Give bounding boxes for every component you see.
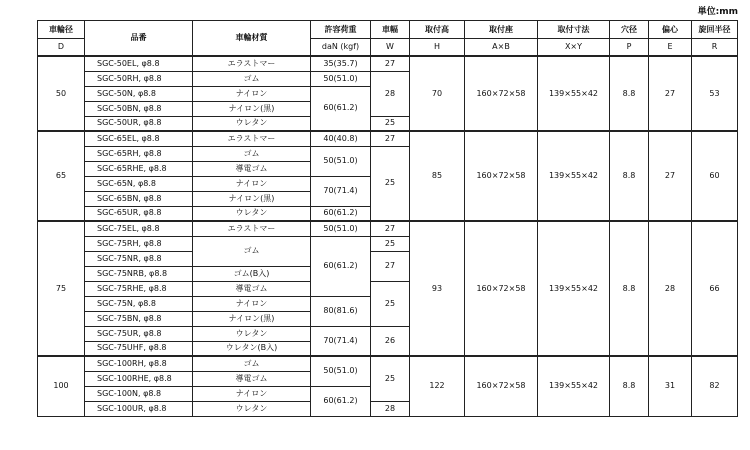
- material-cell: エラストマー: [193, 56, 311, 71]
- header-height: 取付高: [410, 21, 465, 39]
- load-cell: 80(81.6): [311, 296, 371, 326]
- header-load-unit: daN (kgf): [311, 39, 371, 57]
- model-cell: SGC-75BN, φ8.8: [85, 311, 193, 326]
- load-cell: 50(51.0): [311, 356, 371, 386]
- plate-cell: 160×72×58: [465, 221, 538, 356]
- material-cell: ウレタン(B入): [193, 341, 311, 356]
- material-cell: ナイロン(黒): [193, 311, 311, 326]
- table-row: [38, 131, 738, 146]
- width-cell: 28: [371, 71, 410, 116]
- plate-cell: 160×72×58: [465, 356, 538, 416]
- material-cell: ナイロン: [193, 296, 311, 311]
- material-cell: ウレタン: [193, 401, 311, 416]
- header-hole-symbol: P: [610, 39, 649, 57]
- header-load: 許容荷重: [311, 21, 371, 39]
- model-cell: SGC-75RHE, φ8.8: [85, 281, 193, 296]
- plate-cell: 160×72×58: [465, 131, 538, 221]
- model-cell: SGC-65UR, φ8.8: [85, 206, 193, 221]
- model-cell: SGC-65EL, φ8.8: [85, 131, 193, 146]
- offset-cell: 31: [649, 356, 692, 416]
- model-cell: SGC-65N, φ8.8: [85, 176, 193, 191]
- header-width-symbol: W: [371, 39, 410, 57]
- header-mount-symbol: X×Y: [538, 39, 610, 57]
- model-cell: SGC-50N, φ8.8: [85, 86, 193, 101]
- header-hole: 穴径: [610, 21, 649, 39]
- diameter-cell: 65: [38, 131, 85, 221]
- model-cell: SGC-100N, φ8.8: [85, 386, 193, 401]
- hole-cell: 8.8: [610, 221, 649, 356]
- header-plate-symbol: A×B: [465, 39, 538, 57]
- radius-cell: 53: [692, 56, 738, 131]
- radius-cell: 66: [692, 221, 738, 356]
- model-cell: SGC-100UR, φ8.8: [85, 401, 193, 416]
- material-cell: ナイロン(黒): [193, 191, 311, 206]
- header-mount: 取付寸法: [538, 21, 610, 39]
- model-cell: SGC-65RHE, φ8.8: [85, 161, 193, 176]
- model-cell: SGC-50BN, φ8.8: [85, 101, 193, 116]
- model-cell: SGC-50UR, φ8.8: [85, 116, 193, 131]
- load-cell: 40(40.8): [311, 131, 371, 146]
- offset-cell: 28: [649, 221, 692, 356]
- header-radius: 旋回半径: [692, 21, 738, 39]
- unit-label: 単位:mm: [697, 7, 738, 17]
- hole-cell: 8.8: [610, 356, 649, 416]
- width-cell: 27: [371, 251, 410, 281]
- hole-cell: 8.8: [610, 56, 649, 131]
- load-cell: 70(71.4): [311, 176, 371, 206]
- diameter-cell: 75: [38, 221, 85, 356]
- material-cell: ナイロン: [193, 386, 311, 401]
- radius-cell: 82: [692, 356, 738, 416]
- width-cell: 25: [371, 236, 410, 251]
- header-plate: 取付座: [465, 21, 538, 39]
- header-height-symbol: H: [410, 39, 465, 57]
- mount-cell: 139×55×42: [538, 131, 610, 221]
- material-cell: ナイロン: [193, 176, 311, 191]
- header-width: 車幅: [371, 21, 410, 39]
- material-cell: ウレタン: [193, 206, 311, 221]
- table-row: [38, 356, 738, 371]
- header-diameter: 車輪径: [38, 21, 85, 39]
- model-cell: SGC-100RHE, φ8.8: [85, 371, 193, 386]
- load-cell: 50(51.0): [311, 221, 371, 236]
- model-cell: SGC-75UHF, φ8.8: [85, 341, 193, 356]
- diameter-cell: 100: [38, 356, 85, 416]
- load-cell: 70(71.4): [311, 326, 371, 356]
- load-cell: 50(51.0): [311, 146, 371, 176]
- model-cell: SGC-65RH, φ8.8: [85, 146, 193, 161]
- header-material: 車輪材質: [193, 21, 311, 57]
- material-cell: ナイロン: [193, 86, 311, 101]
- mount-cell: 139×55×42: [538, 56, 610, 131]
- table-row: [38, 56, 738, 71]
- model-cell: SGC-75UR, φ8.8: [85, 326, 193, 341]
- load-cell: 60(61.2): [311, 206, 371, 221]
- load-cell: 60(61.2): [311, 386, 371, 416]
- offset-cell: 27: [649, 56, 692, 131]
- width-cell: 25: [371, 281, 410, 326]
- height-cell: 70: [410, 56, 465, 131]
- material-cell: 導電ゴム: [193, 371, 311, 386]
- model-cell: SGC-100RH, φ8.8: [85, 356, 193, 371]
- material-cell: エラストマー: [193, 131, 311, 146]
- material-cell: ゴム: [193, 356, 311, 371]
- mount-cell: 139×55×42: [538, 221, 610, 356]
- model-cell: SGC-75NR, φ8.8: [85, 251, 193, 266]
- width-cell: 25: [371, 356, 410, 401]
- model-cell: SGC-75N, φ8.8: [85, 296, 193, 311]
- material-cell: ウレタン: [193, 116, 311, 131]
- load-cell: 60(61.2): [311, 236, 371, 296]
- diameter-cell: 50: [38, 56, 85, 131]
- width-cell: 27: [371, 131, 410, 146]
- model-cell: SGC-75EL, φ8.8: [85, 221, 193, 236]
- material-cell: ゴム: [193, 71, 311, 86]
- width-cell: 25: [371, 116, 410, 131]
- width-cell: 27: [371, 221, 410, 236]
- model-cell: SGC-50EL, φ8.8: [85, 56, 193, 71]
- header-diameter-symbol: D: [38, 39, 85, 57]
- header-offset-symbol: E: [649, 39, 692, 57]
- height-cell: 122: [410, 356, 465, 416]
- header-model: 品番: [85, 21, 193, 57]
- material-cell: エラストマー: [193, 221, 311, 236]
- load-cell: 60(61.2): [311, 86, 371, 131]
- table-row: [38, 221, 738, 236]
- material-cell: ゴム(B入): [193, 266, 311, 281]
- mount-cell: 139×55×42: [538, 356, 610, 416]
- model-cell: SGC-75RH, φ8.8: [85, 236, 193, 251]
- width-cell: 28: [371, 401, 410, 416]
- width-cell: 26: [371, 326, 410, 356]
- height-cell: 85: [410, 131, 465, 221]
- hole-cell: 8.8: [610, 131, 649, 221]
- load-cell: 50(51.0): [311, 71, 371, 86]
- plate-cell: 160×72×58: [465, 56, 538, 131]
- model-cell: SGC-75NRB, φ8.8: [85, 266, 193, 281]
- offset-cell: 27: [649, 131, 692, 221]
- model-cell: SGC-50RH, φ8.8: [85, 71, 193, 86]
- caster-spec-table: [37, 20, 738, 417]
- material-cell: 導電ゴム: [193, 161, 311, 176]
- model-cell: SGC-65BN, φ8.8: [85, 191, 193, 206]
- material-cell: ゴム: [193, 146, 311, 161]
- height-cell: 93: [410, 221, 465, 356]
- header-radius-symbol: R: [692, 39, 738, 57]
- material-cell: ゴム: [193, 236, 311, 266]
- material-cell: ウレタン: [193, 326, 311, 341]
- radius-cell: 60: [692, 131, 738, 221]
- width-cell: 25: [371, 146, 410, 221]
- header-offset: 偏心: [649, 21, 692, 39]
- header-row: [38, 21, 738, 39]
- material-cell: 導電ゴム: [193, 281, 311, 296]
- material-cell: ナイロン(黒): [193, 101, 311, 116]
- width-cell: 27: [371, 56, 410, 71]
- load-cell: 35(35.7): [311, 56, 371, 71]
